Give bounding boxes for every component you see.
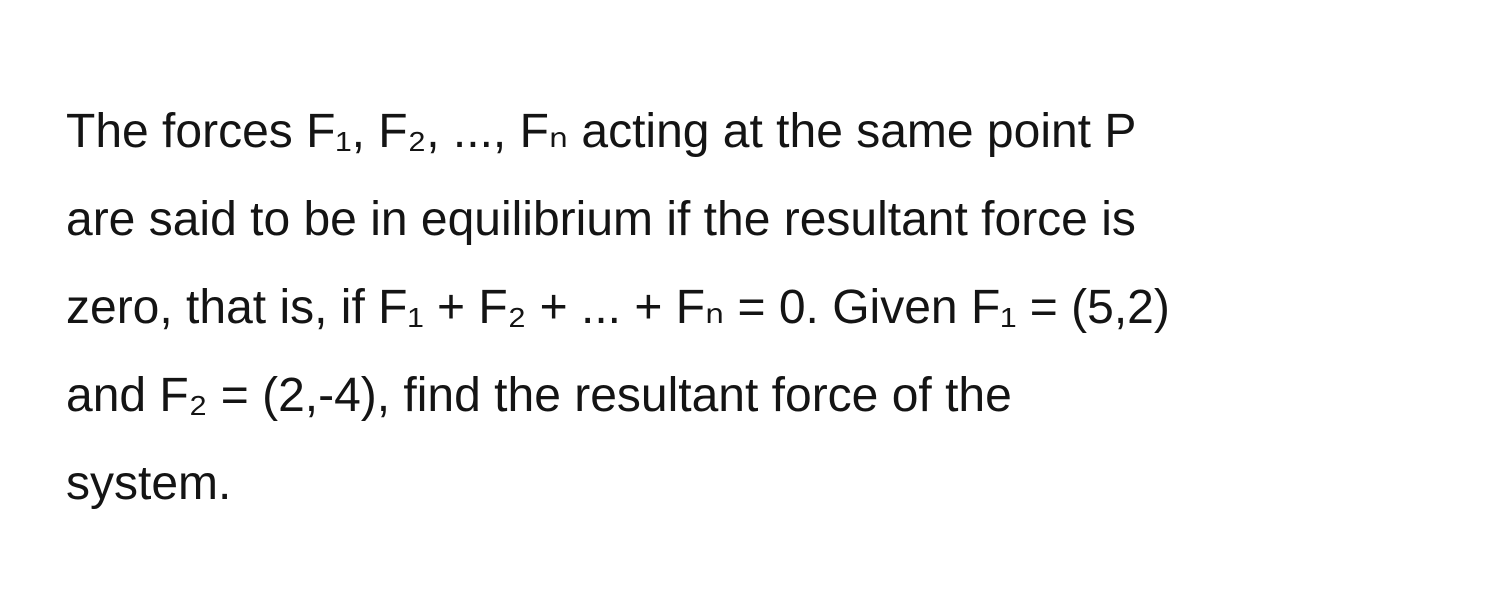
problem-line-1: The forces F₁, F₂, ..., Fₙ acting at the same point P	[66, 105, 1137, 158]
problem-line-5: system.	[66, 457, 232, 510]
problem-line-2: are said to be in equilibrium if the resultant force is	[66, 193, 1136, 246]
problem-line-4: and F₂ = (2,-4), find the resultant force of the	[66, 369, 1012, 422]
problem-line-3: zero, that is, if F₁ + F₂ + ... + Fₙ = 0. Given F₁ = (5,2)	[66, 281, 1170, 334]
problem-statement	[66, 88, 1446, 528]
